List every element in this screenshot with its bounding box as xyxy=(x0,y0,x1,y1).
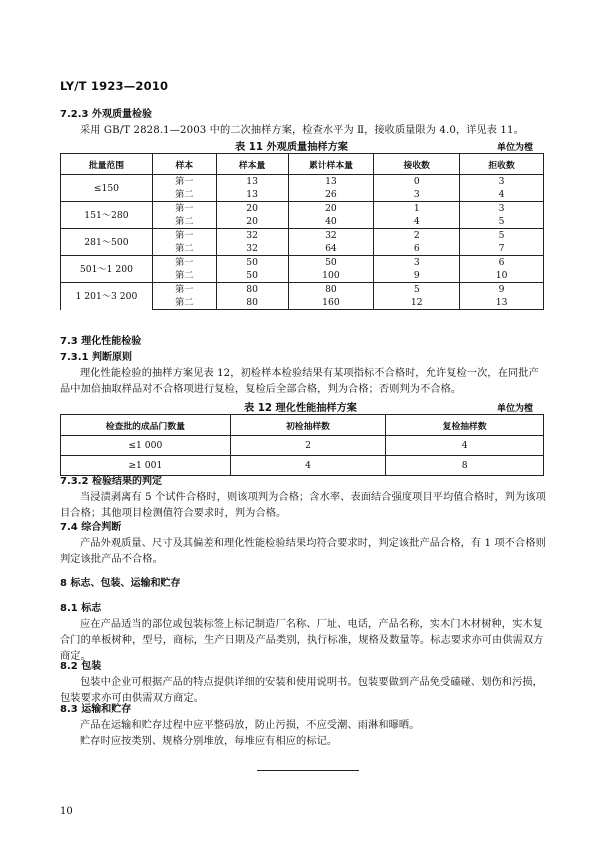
table-cell: 5 xyxy=(460,215,544,229)
table-cell: 64 xyxy=(288,242,374,256)
table-row xyxy=(61,229,544,243)
section-8-3-title: 8.3 运输和贮存 xyxy=(60,704,132,715)
table-cell: 13 xyxy=(216,188,288,202)
column-header: 样本 xyxy=(152,154,216,175)
section-7-3-2-title: 7.3.2 检验结果的判定 xyxy=(60,476,162,487)
section-7-4-title: 7.4 综合判断 xyxy=(60,522,122,533)
table-cell: 160 xyxy=(288,296,374,310)
table-cell: ≤1 000 xyxy=(61,436,231,456)
batch-range-cell: 501～1 200 xyxy=(61,256,153,283)
section-7-3-title: 7.3 理化性能检验 xyxy=(60,336,142,347)
table-row xyxy=(61,436,544,456)
table-cell: 0 xyxy=(374,175,460,189)
table-11-unit: 单位为樘 xyxy=(497,143,534,153)
table-cell: 50 xyxy=(288,256,374,270)
table-cell: 第二 xyxy=(152,296,216,310)
end-rule xyxy=(257,770,359,771)
section-7-2-3-title: 7.2.3 外观质量检验 xyxy=(60,109,152,120)
column-header: 初检抽样数 xyxy=(230,415,386,436)
table-cell: 2 xyxy=(374,229,460,243)
table-11 xyxy=(60,153,544,310)
section-7-2-3-text: 采用 GB/T 2828.1—2003 中的二次抽样方案，检查水平为 Ⅱ，接收质量限为 4.0，详见表 11。 xyxy=(80,125,524,136)
table-cell: 8 xyxy=(386,456,544,476)
column-header: 拒收数 xyxy=(460,154,544,175)
table-cell: 7 xyxy=(460,242,544,256)
table-cell: 4 xyxy=(460,188,544,202)
table-cell: 第二 xyxy=(152,269,216,283)
column-header: 累计样本量 xyxy=(288,154,374,175)
table-cell: 100 xyxy=(288,269,374,283)
table-header-row xyxy=(61,415,544,436)
section-8-1-title: 8.1 标志 xyxy=(60,603,102,614)
table-12-caption: 表 12 理化性能抽样方案 xyxy=(244,403,357,414)
table-header-row xyxy=(61,154,544,175)
section-8-title: 8 标志、包装、运输和贮存 xyxy=(60,578,181,589)
table-cell: 第二 xyxy=(152,215,216,229)
batch-range-cell: ≤150 xyxy=(61,175,153,202)
batch-range-cell: 151～280 xyxy=(61,202,153,229)
table-cell: 5 xyxy=(460,229,544,243)
table-cell: 6 xyxy=(460,256,544,270)
table-cell: 13 xyxy=(460,296,544,310)
table-cell: 80 xyxy=(288,283,374,297)
table-cell: 1 xyxy=(374,202,460,216)
table-cell: 32 xyxy=(288,229,374,243)
batch-range-cell: 1 201～3 200 xyxy=(61,283,153,310)
section-7-4-text: 产品外观质量、尺寸及其偏差和理化性能检验结果均符合要求时，判定该批产品合格，有 1 项不合格则判定该批产品不合格。 xyxy=(60,538,546,565)
section-8-2-text: 包装中企业可根据产品的特点提供详细的安装和使用说明书。包装要做到产品免受磕碰、划伤和污损，包装要求亦可由供需双方商定。 xyxy=(60,677,543,704)
column-header: 复检抽样数 xyxy=(386,415,544,436)
table-cell: 3 xyxy=(460,175,544,189)
section-8-3-text-1: 产品在运输和贮存过程中应平整码放，防止污损，不应受潮、雨淋和曝晒。 xyxy=(80,720,420,731)
table-row xyxy=(61,456,544,476)
table-cell: 20 xyxy=(216,202,288,216)
table-cell: 6 xyxy=(374,242,460,256)
table-cell: 4 xyxy=(374,215,460,229)
table-cell: 20 xyxy=(288,202,374,216)
table-cell: 50 xyxy=(216,256,288,270)
section-7-3-1-title: 7.3.1 判断原则 xyxy=(60,352,132,363)
column-header: 批量范围 xyxy=(61,154,153,175)
table-cell: 3 xyxy=(460,202,544,216)
column-header: 样本量 xyxy=(216,154,288,175)
table-cell: 第二 xyxy=(152,242,216,256)
table-cell: 10 xyxy=(460,269,544,283)
table-11-caption: 表 11 外观质量抽样方案 xyxy=(235,142,348,153)
table-cell: ≥1 001 xyxy=(61,456,231,476)
batch-range-cell: 281～500 xyxy=(61,229,153,256)
table-cell: 9 xyxy=(374,269,460,283)
table-cell: 9 xyxy=(460,283,544,297)
table-cell: 第一 xyxy=(152,256,216,270)
table-cell: 5 xyxy=(374,283,460,297)
table-cell: 2 xyxy=(230,436,386,456)
section-8-3-text-2: 贮存时应按类别、规格分别堆放，每堆应有相应的标记。 xyxy=(80,736,338,747)
table-cell: 4 xyxy=(230,456,386,476)
table-cell: 40 xyxy=(288,215,374,229)
table-12 xyxy=(60,414,544,476)
table-row xyxy=(61,256,544,270)
table-row xyxy=(61,175,544,189)
table-cell: 80 xyxy=(216,296,288,310)
table-12-unit: 单位为樘 xyxy=(497,404,534,414)
table-cell: 26 xyxy=(288,188,374,202)
table-cell: 第一 xyxy=(152,283,216,297)
table-cell: 32 xyxy=(216,229,288,243)
table-cell: 第一 xyxy=(152,229,216,243)
table-cell: 3 xyxy=(374,256,460,270)
table-cell: 第一 xyxy=(152,175,216,189)
table-cell: 80 xyxy=(216,283,288,297)
page-number: 10 xyxy=(60,806,73,817)
table-cell: 第一 xyxy=(152,202,216,216)
table-cell: 20 xyxy=(216,215,288,229)
table-row xyxy=(61,202,544,216)
table-row xyxy=(61,283,544,297)
section-8-1-text: 应在产品适当的部位或包装标签上标记制造厂名称、厂址、电话，产品名称，实木门木材树种，实木复合门的单板树种，型号，商标，生产日期及产品类别，执行标准，规格及数量等。标志要求亦可由供需双方商定。 xyxy=(60,619,544,662)
section-7-3-2-text: 当浸渍剥离有 5 个试件合格时，则该项判为合格；含水率、表面结合强度项目平均值合格时，判为该项目合格；其他项目检测值符合要求时，判为合格。 xyxy=(60,492,546,519)
column-header: 检查批的成品门数量 xyxy=(61,415,231,436)
standard-code-header: LY/T 1923—2010 xyxy=(60,79,169,93)
table-cell: 13 xyxy=(216,175,288,189)
table-cell: 32 xyxy=(216,242,288,256)
section-7-3-1-text: 理化性能检验的抽样方案见表 12，初检样本检验结果有某项指标不合格时，允许复检一次，在同批产品中加倍抽取样品对不合格项进行复检，复检后全部合格，判为合格；否则判为不合格。 xyxy=(60,368,539,395)
table-cell: 13 xyxy=(288,175,374,189)
column-header: 接收数 xyxy=(374,154,460,175)
table-cell: 12 xyxy=(374,296,460,310)
table-cell: 第二 xyxy=(152,188,216,202)
table-cell: 50 xyxy=(216,269,288,283)
section-8-2-title: 8.2 包装 xyxy=(60,661,102,672)
table-cell: 4 xyxy=(386,436,544,456)
table-cell: 3 xyxy=(374,188,460,202)
